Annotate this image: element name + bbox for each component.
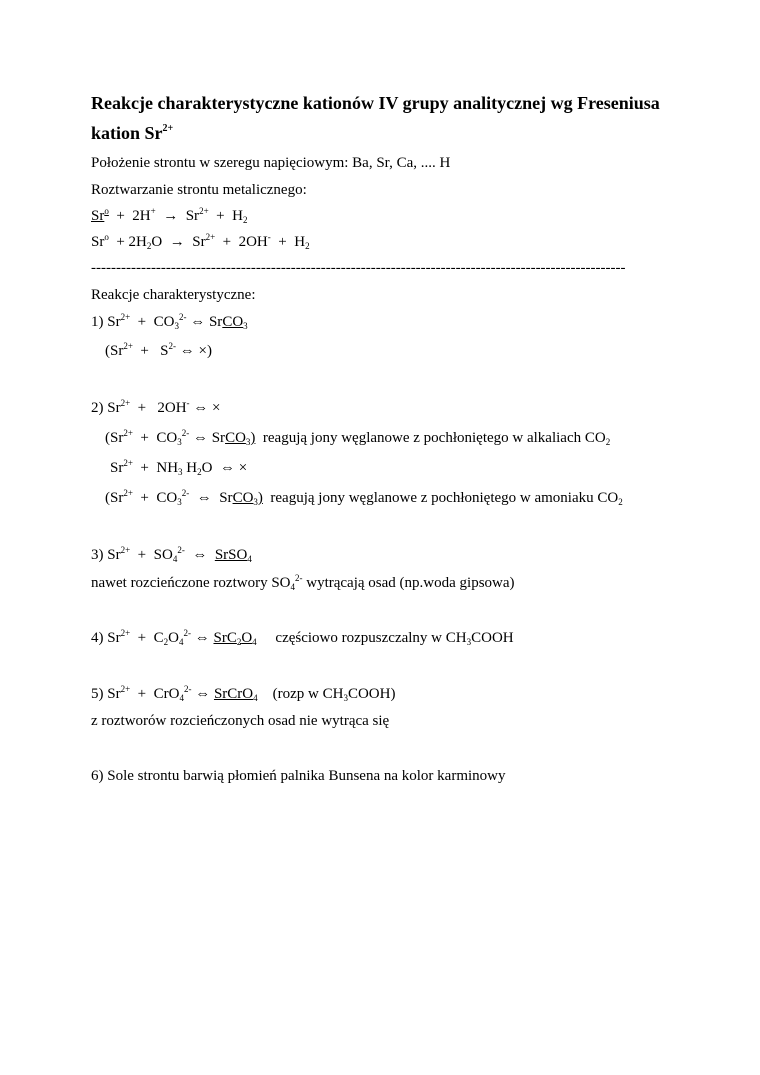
eq-term: Sr <box>91 234 105 250</box>
eq-term: O ⇔ × <box>201 460 248 476</box>
eq-sub: 4 <box>253 693 258 703</box>
eq-term: + CO <box>130 314 175 330</box>
note-text: nawet rozcieńczone roztwory SO <box>91 575 291 591</box>
reaction-1-sulfide <box>105 342 212 360</box>
eq-sup: 2- <box>181 488 190 498</box>
eq-term: ⇔ <box>191 686 214 702</box>
eq-sub: 4 <box>172 554 178 564</box>
eq-sub: 2 <box>163 637 169 647</box>
voltaic-series-line: Położenie strontu w szeregu napięciowym: Ba, Sr, Ca, .... H <box>91 155 451 171</box>
eq-term: H <box>182 460 198 476</box>
eq-sup: + <box>150 206 156 216</box>
eq-sup: 2- <box>178 312 187 322</box>
eq-sub: 4 <box>179 693 184 703</box>
eq-sup: 2+ <box>123 428 133 438</box>
reaction-3-note <box>91 574 515 592</box>
heading-charge: 2+ <box>162 123 174 134</box>
eq-term: ) <box>257 490 263 506</box>
eq-term: CO <box>225 430 246 446</box>
eq-sup: 2+ <box>123 341 133 351</box>
eq-term: 1) Sr <box>91 314 121 330</box>
reaction-6: 6) Sole strontu barwią płomień palnika Bunsena na kolor karminowy <box>91 768 506 784</box>
eq-term: ⇔ Sr <box>186 314 223 330</box>
eq-term: ⇔ Sr <box>189 430 226 446</box>
reaction-5 <box>91 685 395 703</box>
eq-sub: 4 <box>247 554 252 564</box>
eq-term: 2) Sr <box>91 400 121 416</box>
reaction-3 <box>91 546 252 564</box>
eq-sub: 2 <box>146 241 152 251</box>
eq-term: + NH <box>132 460 179 476</box>
eq-term: CO <box>232 490 254 506</box>
precipitate <box>215 547 252 563</box>
precipitate <box>222 314 247 330</box>
precipitate <box>213 630 256 646</box>
eq-term: (Sr <box>105 343 124 359</box>
eq-sup: - <box>267 232 271 242</box>
eq-sub: 3 <box>466 637 472 647</box>
eq-sup: 2- <box>177 545 185 555</box>
dissolving-heading: Roztwarzanie strontu metalicznego: <box>91 182 307 198</box>
reaction-5-note: z roztworów rozcieńczonych osad nie wytrąca się <box>91 713 390 729</box>
eq-term: → Sr <box>155 208 200 224</box>
heading-text: kation Sr <box>91 123 163 143</box>
eq-comment: COOH <box>471 630 514 646</box>
eq-term: 5) Sr <box>91 686 121 702</box>
eq-sup: 2- <box>181 428 190 438</box>
eq-term: SrCrO <box>213 686 254 702</box>
eq-sub: 2 <box>236 637 242 647</box>
eq-term: ⇔ <box>184 547 215 563</box>
eq-sup: o <box>104 232 109 242</box>
eq-sup: 2- <box>168 341 176 351</box>
eq-term: + CrO <box>130 686 180 702</box>
eq-term: + SO <box>130 547 173 563</box>
eq-term: ⇔ <box>190 630 214 646</box>
eq-sup: 2- <box>183 628 191 638</box>
eq-comment: reagują jony węglanowe z pochłoniętego w alkaliach CO <box>255 430 606 446</box>
eq-sub: 2 <box>242 215 248 225</box>
eq-sub: 4 <box>252 637 257 647</box>
eq-term: ) <box>250 430 256 446</box>
eq-term: (Sr <box>105 430 124 446</box>
eq-sup: 2+ <box>120 398 131 408</box>
eq-term: + 2H <box>108 234 147 250</box>
eq-sub: 4 <box>290 582 295 592</box>
eq-term: + 2OH <box>130 400 187 416</box>
eq-term: + H <box>208 208 243 224</box>
eq-term: + H <box>270 234 306 250</box>
precipitate <box>214 686 258 702</box>
section-heading <box>91 122 173 144</box>
eq-sub: 2 <box>605 437 611 447</box>
eq-sup: 2+ <box>120 545 131 555</box>
eq-term: SrSO <box>214 547 248 563</box>
eq-sub: 3 <box>343 693 348 703</box>
page-title: Reakcje charakterystyczne kationów IV grupy analitycznej wg Freseniusa <box>91 93 660 113</box>
reaction-2-carbonate <box>105 489 623 507</box>
eq-sup: 2+ <box>205 232 216 242</box>
eq-sup: 2+ <box>120 628 131 638</box>
eq-comment: COOH) <box>347 686 396 702</box>
eq-term: + CO <box>132 430 178 446</box>
eq-term: 4) Sr <box>91 630 121 646</box>
eq-sup: 2- <box>295 573 303 583</box>
eq-term: + 2OH <box>215 234 268 250</box>
eq-term: + 2H <box>108 208 151 224</box>
precipitate <box>233 490 263 506</box>
eq-sup: 2+ <box>199 206 209 216</box>
eq-sub: 3 <box>177 437 182 447</box>
eq-sup: 2- <box>183 684 192 694</box>
reaction-4 <box>91 629 514 647</box>
eq-term: ⇔ Sr <box>189 490 233 506</box>
eq-comment: (rozp w CH <box>257 686 344 702</box>
divider-line: ----------------------------------------------------------------------------------------------------------- <box>91 260 626 276</box>
eq-term: 3) Sr <box>91 547 121 563</box>
eq-term: (Sr <box>105 490 124 506</box>
eq-sub: 3 <box>177 497 182 507</box>
reaction-2 <box>91 399 221 417</box>
eq-sub: 3 <box>245 437 251 447</box>
reaction-2-ammonia <box>110 459 247 477</box>
eq-sup: 2+ <box>120 312 131 322</box>
eq-sup: 2+ <box>123 488 133 498</box>
eq-sub: 3 <box>178 467 183 477</box>
equation-acid <box>91 207 247 225</box>
eq-term: Sr <box>110 460 124 476</box>
eq-sup: - <box>186 398 190 408</box>
eq-sub: 2 <box>618 497 623 507</box>
reaction-2-alkali <box>105 429 610 447</box>
eq-comment: reagują jony węglanowe z pochłoniętego w amoniaku CO <box>262 490 619 506</box>
note-text: wytrącają osad (np.woda gipsowa) <box>302 575 515 591</box>
eq-sub: 2 <box>197 467 202 477</box>
eq-sub: 4 <box>178 637 184 647</box>
eq-term: + C <box>130 630 164 646</box>
eq-sub: 3 <box>253 497 258 507</box>
eq-comment: częściowo rozpuszczalny w CH <box>256 630 467 646</box>
eq-sup: o <box>104 206 109 216</box>
precipitate <box>225 430 255 446</box>
eq-sup: 2+ <box>123 458 133 468</box>
eq-sup: 2+ <box>120 684 131 694</box>
reaction-1 <box>91 313 248 331</box>
eq-term: Sr <box>91 208 105 224</box>
eq-term: + S <box>132 343 169 359</box>
reactions-heading: Reakcje charakterystyczne: <box>91 287 256 303</box>
eq-term: CO <box>222 314 244 330</box>
eq-sub: 2 <box>305 241 310 251</box>
eq-term: + CO <box>132 490 178 506</box>
eq-term: SrC <box>213 630 237 646</box>
eq-term: ⇔ ×) <box>175 343 212 359</box>
eq-term: O → Sr <box>151 234 206 250</box>
equation-water <box>91 233 310 251</box>
eq-term: O <box>241 630 253 646</box>
eq-sub: 3 <box>243 321 248 331</box>
eq-term: ⇔ × <box>189 400 221 416</box>
eq-term: O <box>168 630 179 646</box>
eq-sub: 3 <box>174 321 179 331</box>
